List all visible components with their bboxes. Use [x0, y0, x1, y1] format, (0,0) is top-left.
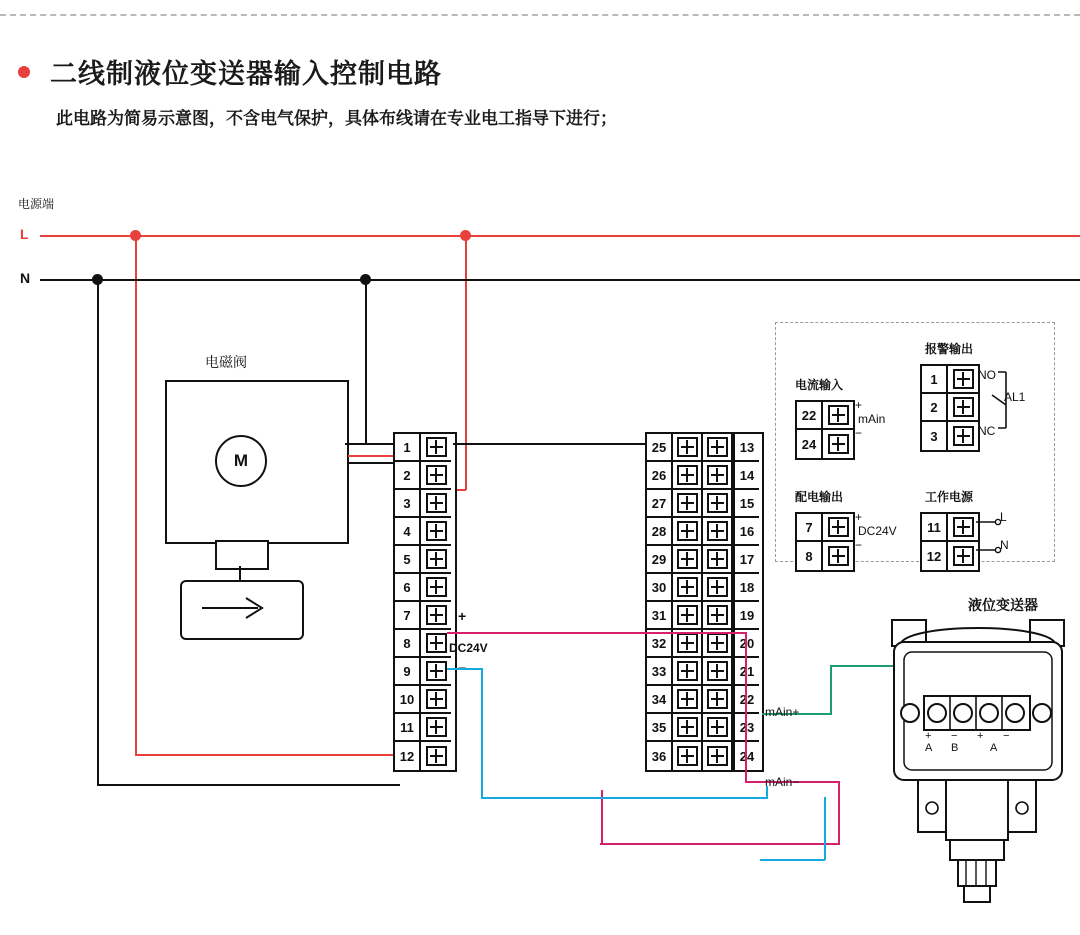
screw-icon — [426, 661, 447, 681]
terminal-screw — [703, 574, 733, 602]
terminal-number: 6 — [395, 574, 421, 602]
terminal-number-right: 18 — [733, 574, 759, 602]
flow-arrow-icon — [200, 595, 282, 621]
terminal-number-left: 36 — [647, 742, 673, 770]
terminal-number-left: 31 — [647, 602, 673, 630]
terminal-screw — [421, 686, 451, 714]
dc24v-plus-label: + — [458, 608, 467, 624]
valve-stem-upper — [215, 540, 269, 570]
terminal-screw — [421, 490, 451, 518]
terminal-number-left: 26 — [647, 462, 673, 490]
terminal-number: 12 — [922, 542, 948, 570]
screw-icon — [677, 689, 698, 709]
main-plus-label: mAin+ — [765, 705, 800, 719]
terminal-row[interactable] — [395, 574, 455, 602]
terminal-screw — [421, 714, 451, 742]
screw-icon — [677, 521, 698, 541]
tx-term-minus-2: − — [1003, 730, 1010, 742]
terminal-number-right: 16 — [733, 518, 759, 546]
alarm-output-row[interactable] — [922, 366, 978, 394]
tx-term-plus-2: + — [977, 730, 984, 742]
terminal-row[interactable] — [395, 602, 455, 630]
terminal-number-left: 27 — [647, 490, 673, 518]
wire-l-main — [40, 235, 1080, 237]
screw-icon — [426, 521, 447, 541]
terminal-row[interactable] — [647, 462, 762, 490]
screw-icon — [953, 397, 974, 417]
wire-dc24v-plus-down — [745, 632, 747, 782]
screw-icon — [426, 493, 447, 513]
terminal-row[interactable] — [395, 546, 455, 574]
terminal-row[interactable] — [647, 546, 762, 574]
wire-dc24v-minus-down — [481, 668, 483, 798]
terminal-number-right: 19 — [733, 602, 759, 630]
power-section-label: 电源端 — [18, 197, 55, 211]
terminal-screw — [948, 394, 978, 422]
terminal-screw — [703, 742, 733, 770]
alarm-output-row[interactable] — [922, 422, 978, 450]
terminal-screw — [948, 514, 978, 542]
top-divider — [0, 14, 1080, 16]
alarm-output-terminals — [920, 364, 980, 452]
terminal-screw — [673, 546, 703, 574]
screw-icon — [828, 405, 849, 425]
wire-l-down — [135, 235, 137, 755]
screw-icon — [426, 633, 447, 653]
terminal-screw — [673, 630, 703, 658]
terminal-number-right: 13 — [733, 434, 759, 462]
bullet-icon — [18, 66, 30, 78]
screw-icon — [707, 549, 728, 569]
terminal-row[interactable] — [647, 518, 762, 546]
screw-icon — [426, 465, 447, 485]
wire-dc24v-plus-down2 — [838, 781, 840, 844]
terminal-screw — [421, 602, 451, 630]
terminal-row[interactable] — [395, 686, 455, 714]
terminal-number-left: 29 — [647, 546, 673, 574]
current-input-sign-minus: − — [855, 426, 863, 440]
terminal-screw — [673, 714, 703, 742]
terminal-screw — [673, 658, 703, 686]
terminal-number-left: 35 — [647, 714, 673, 742]
terminal-screw — [948, 422, 978, 450]
terminal-number: 10 — [395, 686, 421, 714]
wire-dc24v-plus — [447, 632, 747, 634]
transmitter-body — [880, 612, 1080, 932]
terminal-screw — [673, 518, 703, 546]
work-power-row[interactable] — [922, 542, 978, 570]
terminal-row[interactable] — [647, 434, 762, 462]
terminal-screw — [673, 742, 703, 770]
terminal-number: 5 — [395, 546, 421, 574]
valve-stem-line — [239, 566, 241, 580]
terminal-number-left: 28 — [647, 518, 673, 546]
screw-icon — [677, 605, 698, 625]
terminal-number: 22 — [797, 402, 823, 430]
terminal-number: 12 — [395, 742, 421, 770]
terminal-screw — [421, 546, 451, 574]
work-power-title: 工作电源 — [925, 490, 974, 504]
transmitter-label: 液位变送器 — [968, 597, 1038, 613]
work-power-l: L — [1000, 510, 1007, 524]
terminal-screw — [673, 462, 703, 490]
terminal-screw — [421, 518, 451, 546]
current-input-sign-plus: + — [855, 398, 863, 412]
terminal-number-right: 17 — [733, 546, 759, 574]
terminal-screw — [421, 574, 451, 602]
power-line-l-label: L — [20, 226, 29, 242]
alarm-contact-nc: NC — [978, 424, 996, 438]
terminal-screw — [703, 630, 733, 658]
power-output-sign-plus: + — [855, 510, 863, 524]
terminal-screw — [703, 462, 733, 490]
terminal-number: 11 — [922, 514, 948, 542]
screw-icon — [707, 493, 728, 513]
terminal-number: 24 — [797, 430, 823, 458]
terminal-screw — [823, 514, 853, 542]
terminal-number-left: 30 — [647, 574, 673, 602]
screw-icon — [707, 633, 728, 653]
work-power-terminals — [920, 512, 980, 572]
terminal-row[interactable] — [395, 434, 455, 462]
screw-icon — [953, 517, 974, 537]
wire-n-to-coil — [365, 279, 367, 444]
current-input-row[interactable] — [797, 430, 853, 458]
terminal-number: 1 — [922, 366, 948, 394]
current-input-label: mAin — [858, 412, 886, 426]
terminal-screw — [703, 658, 733, 686]
screw-icon — [953, 369, 974, 389]
wire-l-to-t11 — [135, 754, 400, 756]
main-minus-label: mAin− — [765, 775, 800, 789]
terminal-row[interactable] — [395, 630, 455, 658]
wire-t1-to-mid — [453, 443, 647, 445]
dc24v-label: DC24V — [449, 641, 488, 655]
power-output-title: 配电输出 — [795, 490, 844, 504]
power-line-n-label: N — [20, 270, 31, 286]
screw-icon — [953, 546, 974, 566]
terminal-row[interactable] — [395, 518, 455, 546]
tx-sub-b: B — [951, 742, 959, 754]
screw-icon — [707, 577, 728, 597]
solenoid-motor-symbol: M — [215, 435, 267, 487]
left-terminal-block — [393, 432, 457, 772]
wire-n-down — [97, 279, 99, 785]
terminal-number-right: 24 — [733, 742, 759, 770]
solenoid-label: 电磁阀 — [205, 354, 247, 370]
terminal-number-right: 20 — [733, 630, 759, 658]
screw-icon — [828, 434, 849, 454]
terminal-row[interactable] — [647, 574, 762, 602]
terminal-number: 2 — [395, 462, 421, 490]
wire-n-to-t12 — [97, 784, 400, 786]
screw-icon — [953, 426, 974, 446]
current-input-terminals — [795, 400, 855, 460]
screw-icon — [707, 661, 728, 681]
terminal-number: 3 — [395, 490, 421, 518]
terminal-row[interactable] — [395, 490, 455, 518]
screw-icon — [707, 746, 728, 766]
screw-icon — [707, 717, 728, 737]
terminal-screw — [703, 686, 733, 714]
screw-icon — [426, 605, 447, 625]
screw-icon — [707, 465, 728, 485]
wire-dc24v-minus-return — [760, 859, 825, 861]
screw-icon — [707, 689, 728, 709]
terminal-screw — [421, 462, 451, 490]
screw-icon — [677, 437, 698, 457]
page-title: 二线制液位变送器输入控制电路 — [50, 59, 442, 89]
terminal-screw — [673, 686, 703, 714]
tx-sub-a2: A — [990, 742, 998, 754]
page-subtitle: 此电路为简易示意图，不含电气保护，具体布线请在专业电工指导下进行； — [56, 109, 617, 128]
screw-icon — [426, 746, 447, 766]
screw-icon — [426, 549, 447, 569]
alarm-label: AL1 — [1004, 390, 1026, 404]
terminal-number-right: 14 — [733, 462, 759, 490]
terminal-row[interactable] — [395, 462, 455, 490]
power-output-terminals — [795, 512, 855, 572]
work-power-n: N — [1000, 538, 1009, 552]
power-output-row[interactable] — [797, 514, 853, 542]
screw-icon — [426, 577, 447, 597]
terminal-number: 2 — [922, 394, 948, 422]
power-output-label: DC24V — [858, 524, 897, 538]
tx-term-minus-1: − — [951, 730, 958, 742]
screw-icon — [677, 746, 698, 766]
terminal-screw — [673, 602, 703, 630]
alarm-contact-no: NO — [978, 368, 996, 382]
screw-icon — [426, 717, 447, 737]
screw-icon — [707, 605, 728, 625]
power-output-row[interactable] — [797, 542, 853, 570]
terminal-screw — [703, 714, 733, 742]
terminal-number: 9 — [395, 658, 421, 686]
terminal-screw — [948, 542, 978, 570]
wire-l-branch-down — [465, 235, 467, 490]
terminal-screw — [703, 602, 733, 630]
terminal-screw — [948, 366, 978, 394]
alarm-output-title: 报警输出 — [925, 342, 974, 356]
tx-term-plus-1: + — [925, 730, 932, 742]
dc24v-minus-label: − — [458, 660, 467, 676]
terminal-row[interactable] — [395, 714, 455, 742]
terminal-screw — [823, 430, 853, 458]
screw-icon — [426, 689, 447, 709]
terminal-number: 7 — [797, 514, 823, 542]
terminal-screw — [421, 630, 451, 658]
terminal-screw — [673, 490, 703, 518]
screw-icon — [677, 549, 698, 569]
work-power-leads-icon — [976, 508, 1006, 566]
screw-icon — [707, 437, 728, 457]
terminal-number: 8 — [797, 542, 823, 570]
terminal-screw — [823, 402, 853, 430]
current-input-row[interactable] — [797, 402, 853, 430]
terminal-screw — [673, 434, 703, 462]
terminal-number-left: 34 — [647, 686, 673, 714]
alarm-contact-icon — [976, 360, 1016, 458]
work-power-row[interactable] — [922, 514, 978, 542]
screw-icon — [828, 546, 849, 566]
terminal-number: 1 — [395, 434, 421, 462]
terminal-number: 11 — [395, 714, 421, 742]
terminal-number: 7 — [395, 602, 421, 630]
terminal-number: 4 — [395, 518, 421, 546]
terminal-number: 8 — [395, 630, 421, 658]
terminal-number-left: 32 — [647, 630, 673, 658]
screw-icon — [828, 517, 849, 537]
terminal-number-left: 33 — [647, 658, 673, 686]
power-output-sign-minus: − — [855, 538, 863, 552]
terminal-screw — [703, 490, 733, 518]
terminal-number: 3 — [922, 422, 948, 450]
alarm-output-row[interactable] — [922, 394, 978, 422]
tx-sub-a: A — [925, 742, 933, 754]
wire-n-main — [40, 279, 1080, 281]
terminal-screw — [673, 574, 703, 602]
wire-green-up — [830, 666, 832, 714]
current-input-title: 电流输入 — [795, 378, 844, 392]
terminal-number-right: 15 — [733, 490, 759, 518]
wire-dc24v-minus — [447, 668, 482, 670]
screw-icon — [426, 437, 447, 457]
terminal-number-right: 23 — [733, 714, 759, 742]
wire-dc24v-minus-down2 — [824, 797, 826, 860]
screw-icon — [677, 717, 698, 737]
terminal-screw — [703, 518, 733, 546]
terminal-row[interactable] — [395, 658, 455, 686]
terminal-row[interactable] — [647, 602, 762, 630]
terminal-screw — [421, 742, 451, 770]
terminal-screw — [703, 434, 733, 462]
screw-icon — [677, 661, 698, 681]
terminal-screw — [703, 546, 733, 574]
screw-icon — [677, 465, 698, 485]
wire-dc24v-plus-return — [600, 843, 840, 845]
screw-icon — [677, 633, 698, 653]
terminal-row[interactable] — [647, 490, 762, 518]
terminal-screw — [823, 542, 853, 570]
screw-icon — [677, 577, 698, 597]
terminal-row[interactable] — [395, 742, 455, 770]
terminal-number-left: 25 — [647, 434, 673, 462]
terminal-screw — [421, 658, 451, 686]
terminal-number-right: 21 — [733, 658, 759, 686]
terminal-number-right: 22 — [733, 686, 759, 714]
screw-icon — [707, 521, 728, 541]
screw-icon — [677, 493, 698, 513]
wire-dc24v-minus-run — [481, 797, 768, 799]
terminal-screw — [421, 434, 451, 462]
